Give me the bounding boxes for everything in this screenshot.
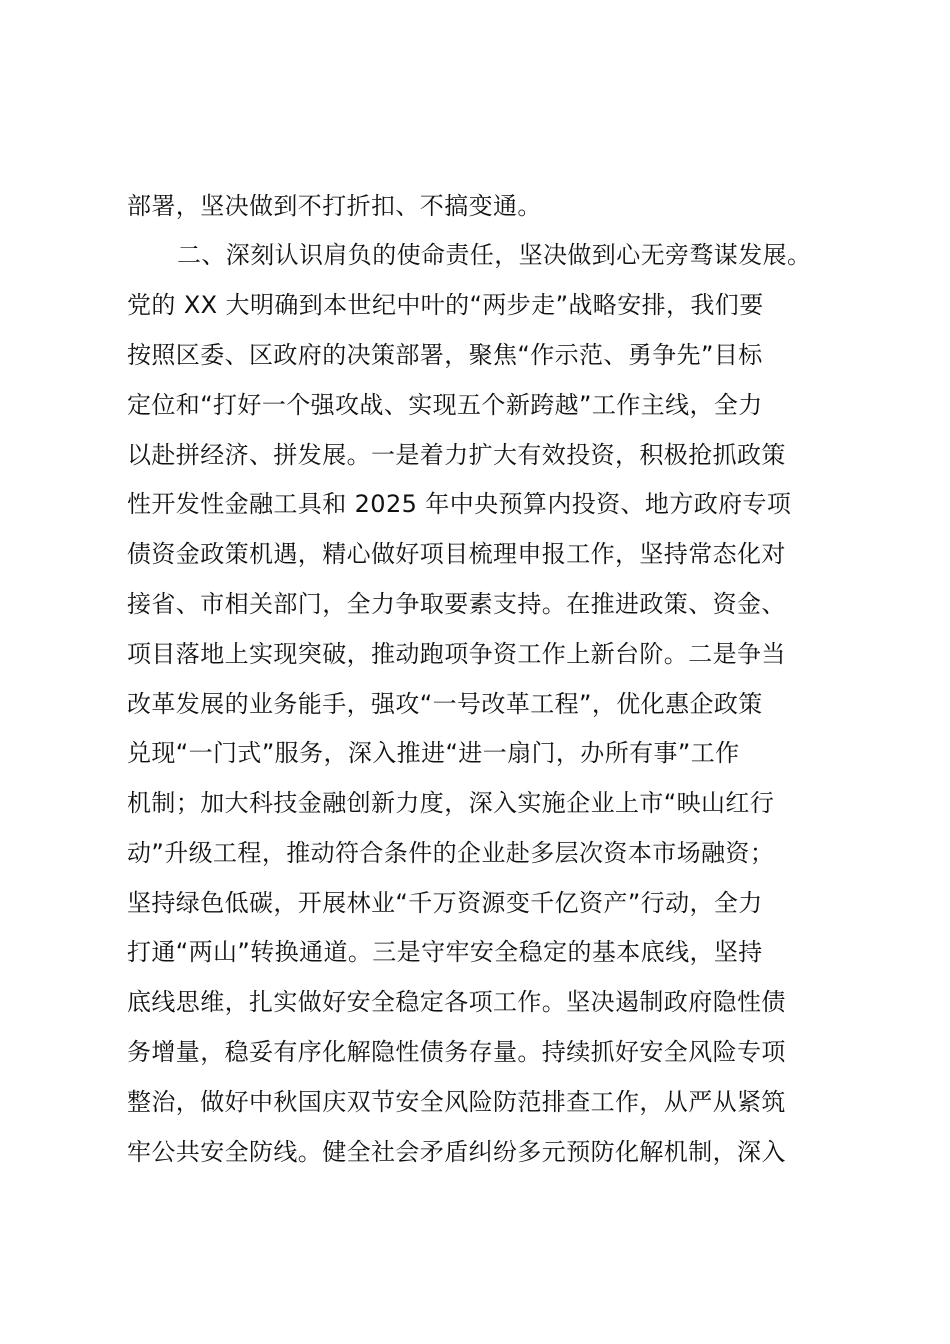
text-line-18: 务增量，稳妥有序化解隐性债务存量。持续抓好安全风险专项 — [127, 1038, 786, 1066]
text-line-15: 坚持绿色低碳，开展林业“千万资源变千亿资产”行动，全力 — [127, 889, 763, 917]
text-line-4: 按照区委、区政府的决策部署，聚焦“作示范、勇争先”目标 — [127, 341, 763, 369]
text-line-3: 党的 XX 大明确到本世纪中叶的“两步走”战略安排，我们要 — [127, 291, 764, 319]
text-line-1: 部署，坚决做到不打折扣、不搞变通。 — [127, 192, 542, 220]
text-line-12: 兑现“一门式”服务，深入推进“进一扇门，办所有事”工作 — [127, 739, 740, 767]
text-line-9: 接省、市相关部门，全力争取要素支持。在推进政策、资金、 — [127, 590, 786, 618]
text-line-10: 项目落地上实现突破，推动跑项争资工作上新台阶。二是争当 — [127, 640, 786, 668]
text-line-19: 整治，做好中秋国庆双节安全风险防范排查工作，从严从紧筑 — [127, 1088, 786, 1116]
text-line-5: 定位和“打好一个强攻战、实现五个新跨越”工作主线，全力 — [127, 391, 763, 419]
text-line-8: 债资金政策机遇，精心做好项目梳理申报工作，坚持常态化对 — [127, 540, 786, 568]
text-line-11: 改革发展的业务能手，强攻“一号改革工程”，优化惠企政策 — [127, 690, 763, 718]
section-heading-line: 二、深刻认识肩负的使命责任，坚决做到心无旁骛谋发展。 — [177, 241, 812, 269]
text-line-13: 机制；加大科技金融创新力度，深入实施企业上市“映山红行 — [127, 789, 775, 817]
text-line-7: 性开发性金融工具和 2025 年中央预算内投资、地方政府专项 — [127, 490, 792, 518]
text-line-6: 以赴拼经济、拼发展。一是着力扩大有效投资，积极抢抓政策 — [127, 441, 786, 469]
text-line-20: 牢公共安全防线。健全社会矛盾纠纷多元预防化解机制，深入 — [127, 1138, 786, 1166]
text-line-17: 底线思维，扎实做好安全稳定各项工作。坚决遏制政府隐性债 — [127, 988, 786, 1016]
text-line-14: 动”升级工程，推动符合条件的企业赴多层次资本市场融资； — [127, 839, 775, 867]
text-line-16: 打通“两山”转换通道。三是守牢安全稳定的基本底线，坚持 — [127, 938, 763, 966]
